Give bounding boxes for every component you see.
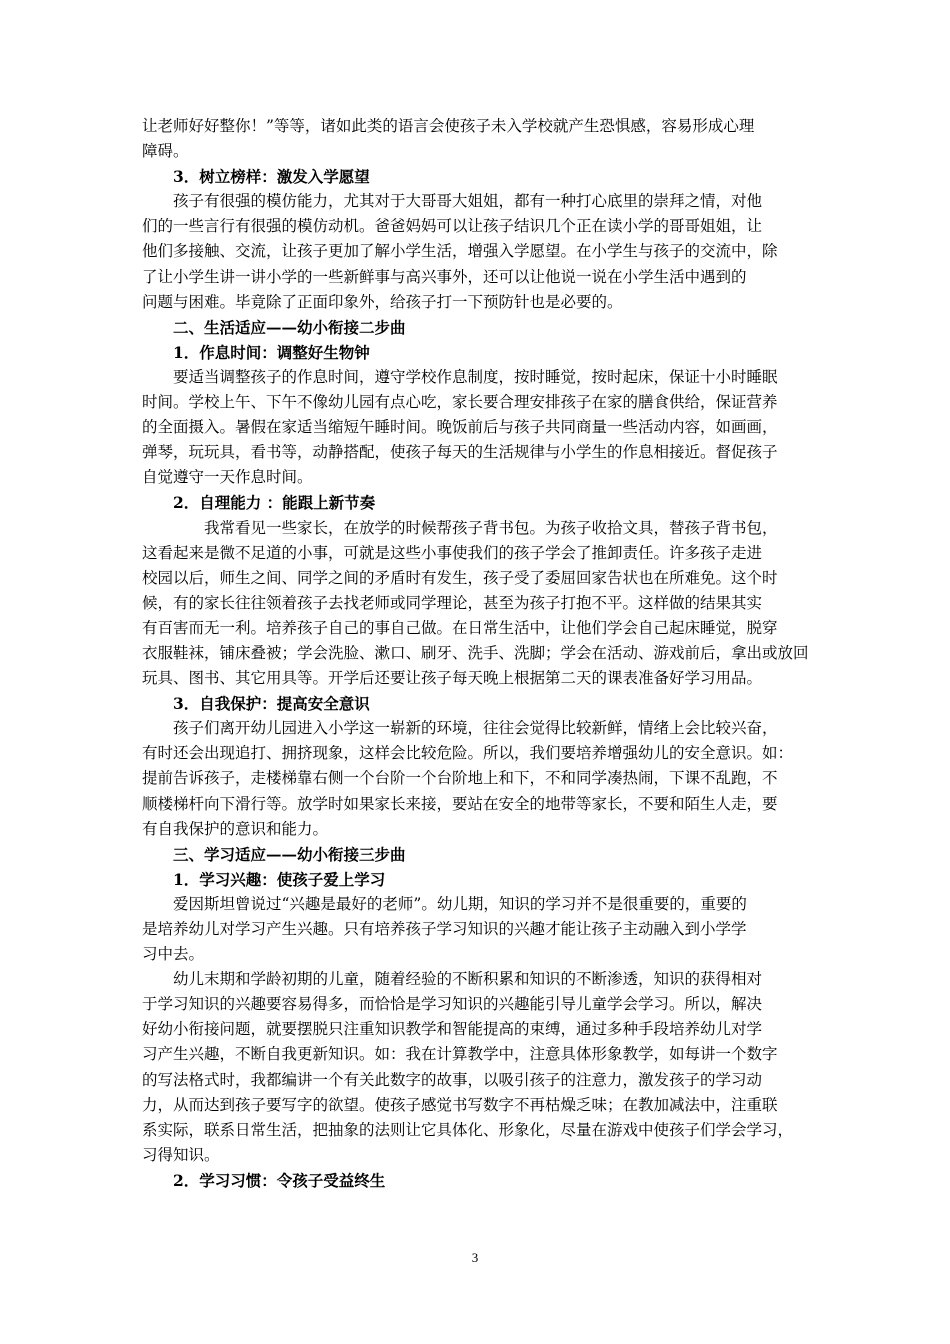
text-line: 们的一些言行有很强的模仿动机。爸爸妈妈可以让孩子结识几个正在读小学的哥哥姐姐，让	[142, 217, 763, 236]
text-line: 候，有的家长往往领着孩子去找老师或同学理论，甚至为孩子打抱不平。这样做的结果其实	[142, 593, 763, 612]
text-line: 障碍。	[142, 142, 189, 161]
text-line: 问题与困难。毕竟除了正面印象外，给孩子打一下预防针也是必要的。	[142, 292, 623, 311]
text-line: 这看起来是微不足道的小事，可就是这些小事使我们的孩子学会了推卸责任。许多孩子走进	[142, 543, 763, 562]
document-body	[142, 114, 814, 1193]
text-line: 好幼小衔接问题，就要摆脱只注重知识教学和智能提高的束缚，通过多种手段培养幼儿对学	[142, 1020, 763, 1039]
text-line: 衣服鞋袜，铺床叠被；学会洗脸、漱口、刷牙、洗手、洗脚；学会在活动、游戏前后，拿出或放回	[142, 643, 809, 662]
text-line: 爱因斯坦曾说过“兴趣是最好的老师”。幼儿期，知识的学习并不是很重要的，重要的	[173, 894, 747, 913]
text-line: 习产生兴趣，不断自我更新知识。如：我在计算教学中，注意具体形象教学，如每讲一个数字	[142, 1045, 778, 1064]
text-line: 孩子们离开幼儿园进入小学这一崭新的环境，往往会觉得比较新鲜，情绪上会比较兴奋，	[173, 719, 778, 738]
section-heading: 3．自我保护：提高安全意识	[173, 694, 370, 714]
text-line: 时间。学校上午、下午不像幼儿园有点心吃，家长要合理安排孩子在家的膳食供给，保证营养	[142, 393, 778, 412]
section-heading: 2．学习习惯：令孩子受益终生	[173, 1170, 386, 1190]
text-line: 有自我保护的意识和能力。	[142, 819, 329, 838]
section-heading: 二、生活适应——幼小衔接二步曲	[173, 317, 406, 337]
section-heading: 1．作息时间：调整好生物钟	[173, 342, 370, 362]
text-line: 孩子有很强的模仿能力，尤其对于大哥哥大姐姐，都有一种打心底里的崇拜之情，对他	[173, 192, 763, 211]
text-line: 提前告诉孩子，走楼梯靠右侧一个台阶一个台阶地上和下，不和同学凑热闹，下课不乱跑，不	[142, 769, 778, 788]
text-line: 习得知识。	[142, 1145, 220, 1164]
text-line: 的写法格式时，我都编讲一个有关此数字的故事，以吸引孩子的注意力，激发孩子的学习动	[142, 1070, 763, 1089]
text-line: 是培养幼儿对学习产生兴趣。只有培养孩子学习知识的兴趣才能让孩子主动融入到小学学	[142, 920, 747, 938]
text-line: 系实际，联系日常生活，把抽象的法则让它具体化、形象化，尽量在游戏中使孩子们学会学习，	[142, 1120, 794, 1139]
text-line: 自觉遵守一天作息时间。	[142, 468, 313, 487]
text-line: 习中去。	[142, 945, 205, 964]
text-line: 有时还会出现追打、拥挤现象，这样会比较危险。所以，我们要培养增强幼儿的安全意识。如：	[142, 744, 794, 763]
text-line: 幼儿末期和学龄初期的儿童，随着经验的不断积累和知识的不断渗透，知识的获得相对	[173, 970, 763, 989]
text-line: 让老师好好整你！”等等，诸如此类的语言会使孩子未入学校就产生恐惧感，容易形成心理	[142, 117, 755, 135]
section-heading: 1．学习兴趣：使孩子爱上学习	[173, 869, 386, 889]
text-line: 我常看见一些家长，在放学的时候帮孩子背书包。为孩子收拾文具，替孩子背书包，	[204, 518, 778, 537]
section-heading: 3．树立榜样：激发入学愿望	[173, 167, 370, 187]
text-line: 的全面摄入。暑假在家适当缩短午睡时间。晚饭前后与孩子共同商量一些活动内容，如画画，	[142, 418, 778, 437]
text-line: 弹琴，玩玩具，看书等，动静搭配，使孩子每天的生活规律与小学生的作息相接近。督促孩子	[142, 443, 778, 462]
section-heading: 2．自理能力 ：能跟上新节奏	[173, 493, 376, 513]
text-line: 力，从而达到孩子要写字的欲望。使孩子感觉书写数字不再枯燥乏味；在教加减法中，注重联	[142, 1095, 778, 1114]
section-heading: 三、学习适应——幼小衔接三步曲	[173, 844, 406, 864]
text-line: 他们多接触、交流，让孩子更加了解小学生活，增强入学愿望。在小学生与孩子的交流中，除	[142, 242, 778, 261]
text-line: 要适当调整孩子的作息时间，遵守学校作息制度，按时睡觉，按时起床，保证十小时睡眠	[173, 367, 778, 386]
text-line: 顺楼梯杆向下滑行等。放学时如果家长来接，要站在安全的地带等家长，不要和陌生人走，要	[142, 794, 778, 813]
text-line: 了让小学生讲一讲小学的一些新鲜事与高兴事外，还可以让他说一说在小学生活中遇到的	[142, 267, 747, 286]
text-line: 玩具、图书、其它用具等。开学后还要让孩子每天晚上根据第二天的课表准备好学习用品。	[142, 669, 763, 688]
text-line: 有百害而无一利。培养孩子自己的事自己做。在日常生活中，让他们学会自己起床睡觉，脱穿	[142, 618, 778, 637]
page-number: 3	[471, 1250, 479, 1265]
text-line: 校园以后，师生之间、同学之间的矛盾时有发生，孩子受了委屈回家告状也在所难免。这个时	[142, 568, 778, 587]
text-line: 于学习知识的兴趣要容易得多，而恰恰是学习知识的兴趣能引导儿童学会学习。所以，解决	[142, 995, 763, 1014]
